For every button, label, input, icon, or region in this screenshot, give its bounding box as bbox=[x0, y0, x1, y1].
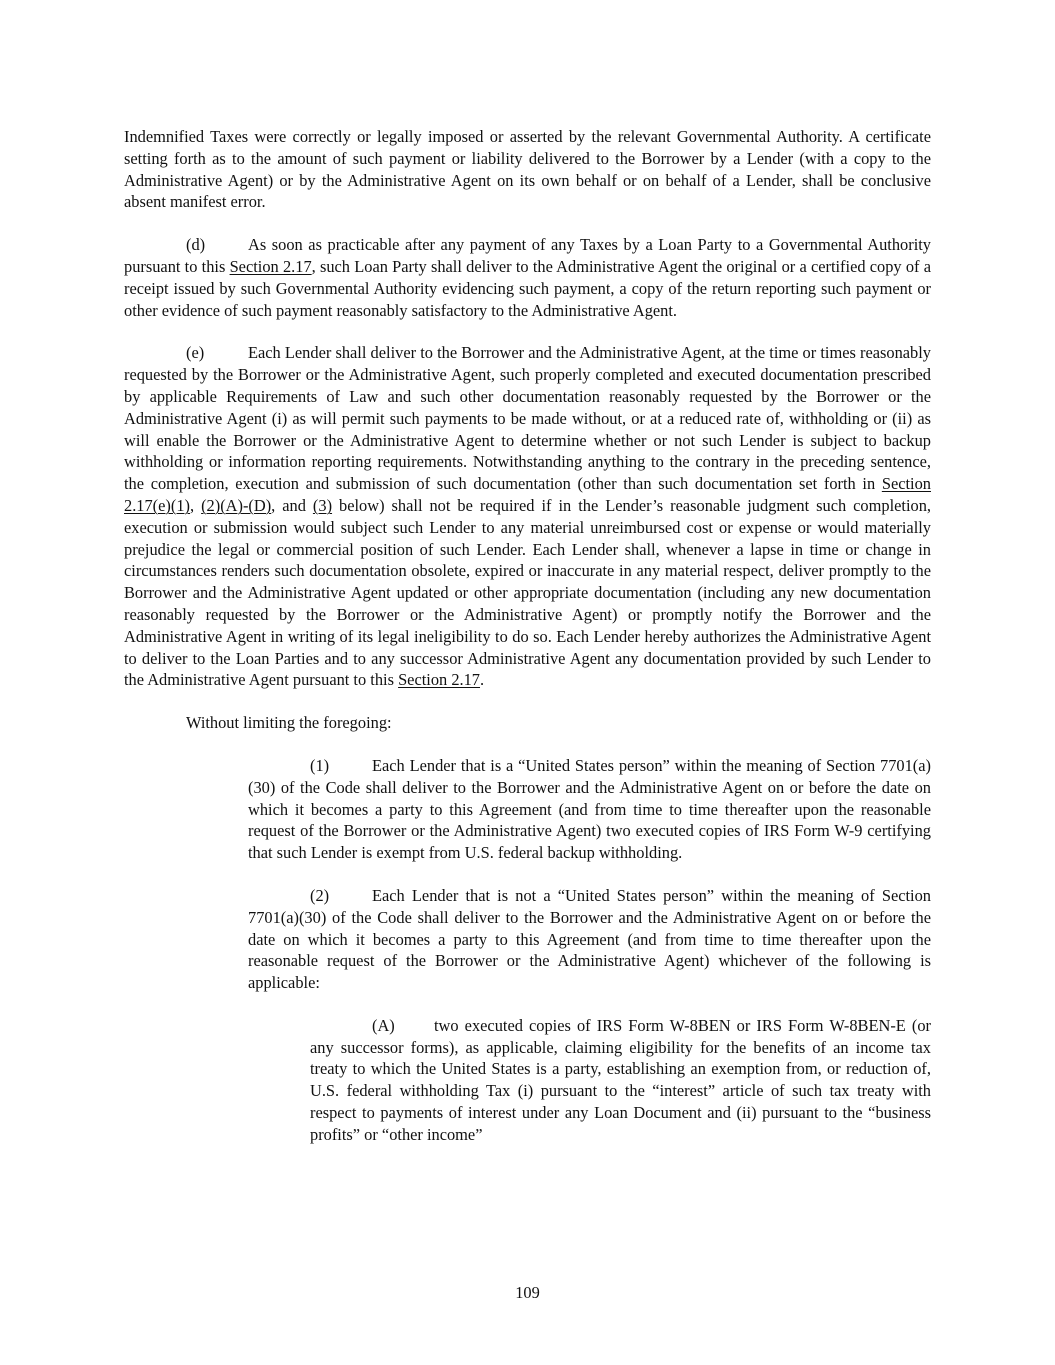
paragraph-2 bbox=[248, 885, 931, 994]
paragraph-2-marker: (2) bbox=[310, 885, 330, 905]
document-page bbox=[124, 126, 931, 1146]
section-ref-2-17-end: Section 2.17 bbox=[398, 670, 481, 690]
paragraph-e bbox=[124, 342, 931, 691]
paragraph-2-text: Each Lender that is not a “United States person” within the meaning of Section 7701(a)(30) of the Code shall deliver to the Borrower and the Administrative Agent on or before the date on which it becomes a party to this Agreement (and from time to time thereafter upon the reasonable request of the Borrower or the Administrative Agent) whichever of the following is applicable: bbox=[248, 885, 931, 993]
paragraph-e-marker: (e) bbox=[186, 343, 205, 363]
paragraph-A bbox=[310, 1015, 931, 1146]
paragraph-d-marker: (d) bbox=[186, 235, 206, 255]
paragraph-d bbox=[124, 234, 931, 321]
paragraph-d-text-2: , such Loan Party shall deliver to the Administrative Agent the original or a certified copy of a receipt issued by such Governmental Authority evidencing such payment, a copy of the return reporting such payment or other evidence of such payment reasonably satisfactory to the Administrative Agent. bbox=[124, 256, 931, 320]
paragraph-1-marker: (1) bbox=[310, 755, 330, 775]
paragraph-without-limiting: Without limiting the foregoing: bbox=[186, 713, 392, 733]
paragraph-e-text-2: below) shall not be required if in the Lender’s reasonable judgment such completion, execution or submission would subject such Lender to any material unreimbursed cost or expense or would materially prejudice the legal or commercial position of such Lender. Each Lender shall, whenever a lapse in time or change in circumstances renders such documentation obsolete, expired or inaccurate in any material respect, deliver promptly to the Borrower and the Administrative Agent updated or other appropriate documentation (including any new documentation reasonably requested by the Borrower or the Administrative Agent) or promptly notify the Borrower and the Administrative Agent in writing of its legal ineligibility to do so. Each Lender hereby authorizes the Administrative Agent to deliver to the Loan Parties and to any successor Administrative Agent any documentation provided by such Lender to the Administrative Agent pursuant to this bbox=[124, 495, 931, 690]
page-number: 109 bbox=[515, 1283, 540, 1302]
paragraph-e-sep-2: , and bbox=[271, 495, 313, 515]
paragraph-d-text-1: As soon as practicable after any payment of any Taxes by a Loan Party to a Governmental Authority pursuant to this bbox=[124, 235, 931, 276]
section-ref-2-17-e-1: Section 2.17(e)(1) bbox=[124, 474, 931, 515]
section-ref-2-a-d: (2)(A)-(D) bbox=[201, 495, 272, 515]
section-ref-2-17: Section 2.17 bbox=[229, 256, 312, 276]
paragraph-A-text: two executed copies of IRS Form W-8BEN or IRS Form W-8BEN-E (or any successor forms), as applicable, claiming eligibility for the benefits of an income tax treaty to which the United States is a party, establishing an exemption from, or reduction of, U.S. federal withholding Tax (i) pursuant to the “interest” article of such tax treaty with respect to payments of interest under any Loan Document and (ii) pursuant to the “business profits” or “other income” bbox=[310, 1015, 931, 1144]
paragraph-e-sep-1: , bbox=[190, 495, 202, 515]
paragraph-1 bbox=[248, 755, 931, 864]
section-ref-3: (3) bbox=[312, 495, 333, 515]
paragraph-e-text-3: . bbox=[480, 670, 485, 690]
paragraph-e-text-1: Each Lender shall deliver to the Borrower and the Administrative Agent, at the time or times reasonably requested by the Borrower or the Administrative Agent, such properly completed and executed documentation prescribed by applicable Requirements of Law and such other documentation reasonably requested by the Borrower or the Administrative Agent (i) as will permit such payments to be made without, or at a reduced rate of, withholding or (ii) as will enable the Borrower or the Administrative Agent to determine whether or not such Lender is subject to backup withholding or information reporting requirements. Notwithstanding anything to the contrary in the preceding sentence, the completion, execution and submission of such documentation (other than such documentation set forth in bbox=[124, 343, 931, 494]
paragraph-c-continued: Indemnified Taxes were correctly or legally imposed or asserted by the relevant Governmental Authority. A certificate setting forth as to the amount of such payment or liability delivered to the Borrower by a Lender (with a copy to the Administrative Agent) or by the Administrative Agent on its own behalf or on behalf of a Lender, shall be conclusive absent manifest error. bbox=[124, 127, 931, 212]
paragraph-1-text: Each Lender that is a “United States person” within the meaning of Section 7701(a)(30) of the Code shall deliver to the Borrower and the Administrative Agent on or before the date on which it becomes a party to this Agreement (and from time to time thereafter upon the reasonable request of the Borrower or the Administrative Agent) two executed copies of IRS Form W-9 certifying that such Lender is exempt from U.S. federal backup withholding. bbox=[248, 755, 931, 863]
paragraph-A-marker: (A) bbox=[372, 1015, 395, 1035]
